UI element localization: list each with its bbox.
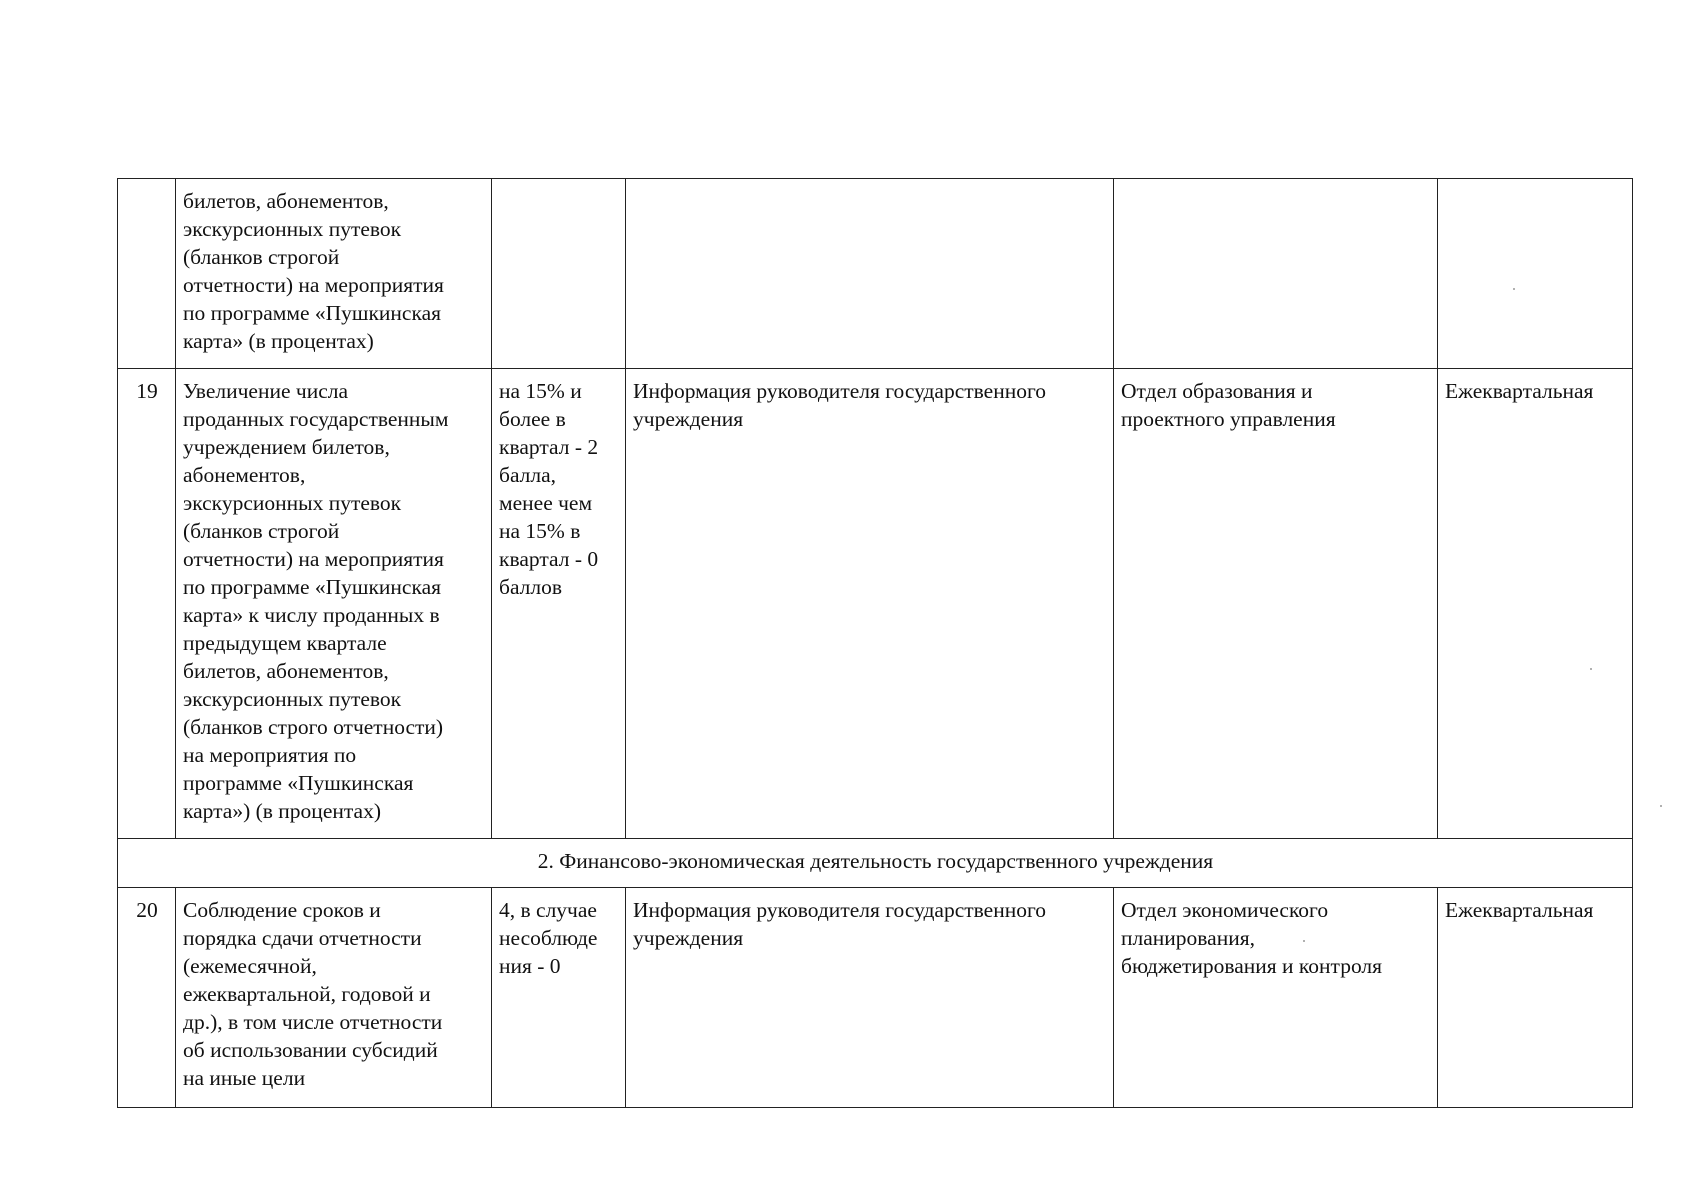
source-cell: Информация руководителя государственного учреждения xyxy=(626,888,1114,1108)
indicator-cell: Соблюдение сроков и порядка сдачи отчетности (ежемесячной, ежеквартальной, годовой и др.), в том числе отчетности об использовании субсидий на иные цели xyxy=(176,888,492,1108)
scan-speck xyxy=(1303,940,1305,942)
scan-speck xyxy=(1590,668,1592,670)
table-row xyxy=(118,888,1633,1108)
source-cell xyxy=(626,179,1114,369)
frequency-cell: Ежеквартальная xyxy=(1438,369,1633,839)
responsible-cell: Отдел экономического планирования, бюджетирования и контроля xyxy=(1114,888,1438,1108)
frequency-cell xyxy=(1438,179,1633,369)
criteria-cell xyxy=(492,179,626,369)
scan-speck xyxy=(1513,288,1515,290)
section-title: 2. Финансово-экономическая деятельность государственного учреждения xyxy=(118,839,1633,888)
source-cell: Информация руководителя государственного учреждения xyxy=(626,369,1114,839)
criteria-cell: на 15% и более в квартал - 2 балла, менее чем на 15% в квартал - 0 баллов xyxy=(492,369,626,839)
row-number-cell: 19 xyxy=(118,369,176,839)
section-header-row xyxy=(118,839,1633,888)
row-number-cell xyxy=(118,179,176,369)
table-row xyxy=(118,369,1633,839)
responsible-cell: Отдел образования и проектного управления xyxy=(1114,369,1438,839)
indicator-cell: билетов, абонементов, экскурсионных путевок (бланков строгой отчетности) на мероприятия по программе «Пушкинская карта» (в процентах) xyxy=(176,179,492,369)
responsible-cell xyxy=(1114,179,1438,369)
row-number-cell: 20 xyxy=(118,888,176,1108)
indicators-table xyxy=(117,178,1633,1108)
scan-speck xyxy=(1660,805,1662,807)
indicator-cell: Увеличение числа проданных государственным учреждением билетов, абонементов, экскурсионных путевок (бланков строгой отчетности) на мероприятия по программе «Пушкинская карта» к числу проданных в предыдущем квартале билетов, абонементов, экскурсионных путевок (бланков строго отчетности) на мероприятия по программе «Пушкинская карта») (в процентах) xyxy=(176,369,492,839)
frequency-cell: Ежеквартальная xyxy=(1438,888,1633,1108)
criteria-cell: 4, в случае несоблюде ния - 0 xyxy=(492,888,626,1108)
table-row xyxy=(118,179,1633,369)
